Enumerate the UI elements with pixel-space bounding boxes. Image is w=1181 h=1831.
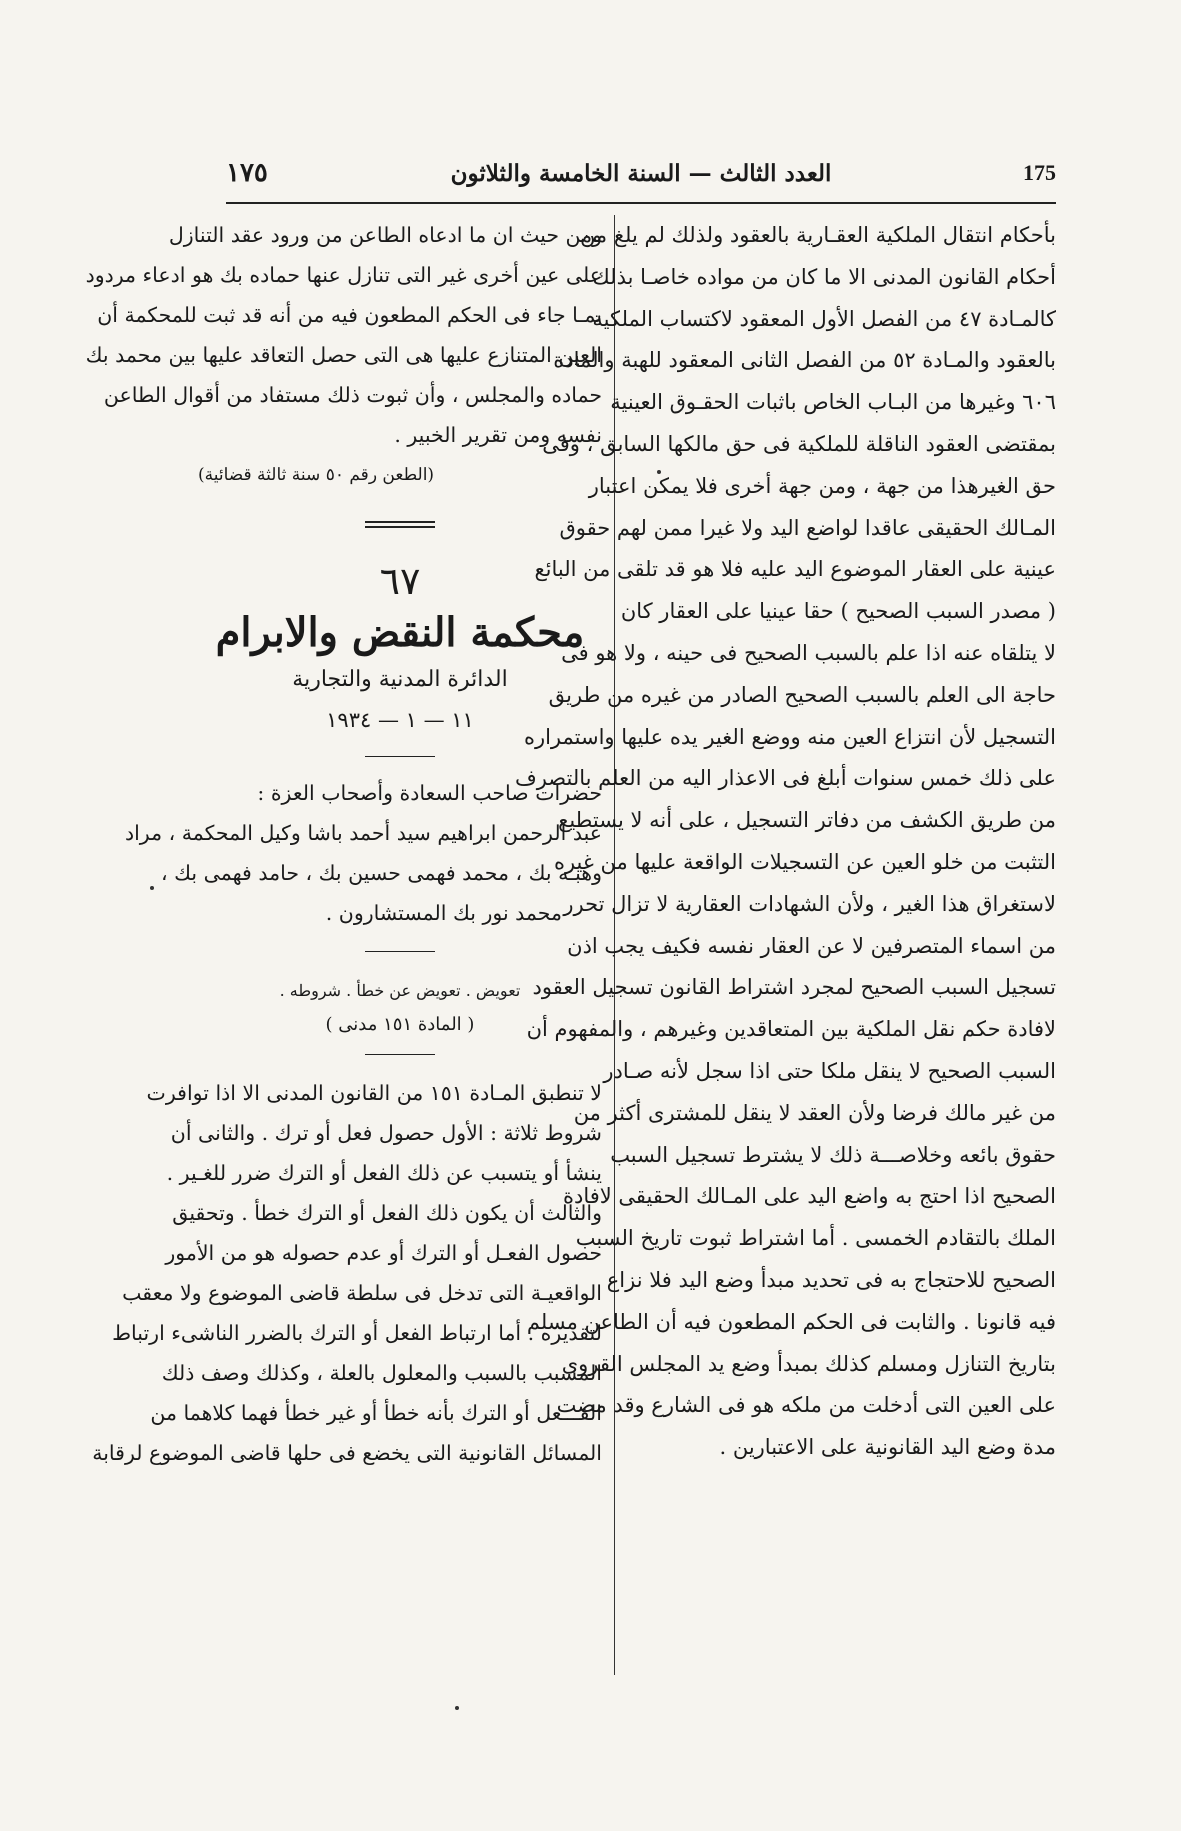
text-line: كالمـادة ٤٧ من الفصل الأول المعقود لاكتساب الملكية [592, 306, 1056, 331]
text-line: ( مصدر السبب الصحيح ) حقا عينيا على العقار كان [620, 599, 1056, 624]
text-line: السبب الصحيح لا ينقل ملكا حتى اذا سجل لأنه صـادر [603, 1058, 1056, 1083]
section-separator [365, 521, 435, 528]
page-header [226, 158, 1056, 198]
header-rule [226, 202, 1056, 204]
text-line: لافادة حكم نقل الملكية بين المتعاقدين وغيرهم ، والمفهوم أن [526, 1017, 1056, 1042]
text-line: على ذلك خمس سنوات أبلغ فى الاعذار اليه من العلم بالتصرف [514, 766, 1056, 791]
text-line: ومن حيث ان ما ادعاه الطاعن من ورود عقد التنازل [168, 223, 602, 247]
text-line: من غير مالك فرضا ولأن العقد لا ينقل للمشترى أكثر من [573, 1100, 1056, 1125]
text-line: لا يتلقاه عنه اذا علم بالسبب الصحيح فى حينه ، ولا هو فى [561, 640, 1056, 665]
left-column [85, 215, 602, 1715]
court-circuit: الدائرة المدنية والتجارية [292, 667, 508, 692]
right-column [514, 215, 1056, 1715]
bench-line: حضرات صاحب السعادة وأصحاب العزة : [257, 781, 602, 805]
case-date: ١١ — ١ — ١٩٣٤ [326, 708, 474, 732]
text-line: الصحيح اذا احتج به واضع اليد على المـالك الحقيقى لافادة [562, 1184, 1056, 1209]
ruling-topic: تعويض . تعويض عن خطأ . شروطه . [279, 981, 521, 1000]
text-line: التسجيل لأن انتزاع العين منه ووضع الغير يده عليها واستمراره [523, 724, 1056, 749]
section-separator [365, 1054, 435, 1055]
case-citation: (الطعن رقم ٥٠ سنة ثالثة قضائية) [198, 465, 435, 485]
text-line: من طريق الكشف من دفاتر التسجيل ، على أنه لا يستطيع [558, 808, 1056, 833]
text-line: بالعقود والمـادة ٥٢ من الفصل الثانى المعقود للهبة والمادة [553, 348, 1056, 373]
bench-line: عبد الرحمن ابراهيم سيد أحمد باشا وكيل المحكمة ، مراد [124, 821, 602, 845]
text-line: من اسماء المتصرفين لا عن العقار نفسه فكيف يجب اذن [567, 933, 1056, 958]
text-line: حاجة الى العلم بالسبب الصحيح الصادر من غيره من طريق [548, 682, 1056, 707]
page-number-latin: 175 [1023, 160, 1056, 185]
text-line: فيه قانونا . والثابت فى الحكم المطعون فيه أن الطاعن مسلم [526, 1309, 1056, 1334]
text-line: العين المتنازع عليها هى التى حصل التعاقد عليها بين محمد بك [85, 343, 602, 367]
text-line: التثبت من خلو العين عن التسجيلات الواقعة عليها من غيره [553, 849, 1056, 874]
ruling-line: ينشأ أو يتسبب عن ذلك الفعل أو الترك ضرر للغـير . [166, 1161, 602, 1185]
text-line: بمـا جاء فى الحكم المطعون فيه من أنه قد ثبت للمحكمة أن [97, 303, 602, 327]
text-line: حقوق بائعه وخلاصـــة ذلك لا يشترط تسجيل السبب [610, 1142, 1056, 1167]
section-separator [365, 951, 435, 952]
section-separator [365, 756, 435, 757]
text-line: مدة وضع اليد القانونية على الاعتبارين . [719, 1435, 1056, 1460]
bench-line: محمد نور بك المستشارون . [325, 901, 562, 925]
ruling-line: لا تنطبق المـادة ١٥١ من القانون المدنى الا اذا توافرت [146, 1081, 602, 1105]
text-line: لاستغراق هذا الغير ، ولأن الشهادات العقارية لا تزال تحرر [563, 891, 1056, 916]
ruling-line: لتقديره . أما ارتباط الفعل أو الترك بالضرر الناشىء ارتباط [112, 1321, 602, 1345]
ruling-line: المسائل القانونية التى يخضع فى حلها قاضى الموضوع لرقابة [92, 1441, 602, 1465]
scan-speck [150, 886, 154, 890]
page-number-arabic: ١٧٥ [226, 158, 268, 188]
text-line: حق الغيرهذا من جهة ، ومن جهة أخرى فلا يمكن اعتبار [588, 473, 1056, 498]
article-reference: ( المادة ١٥١ مدنى ) [325, 1014, 475, 1035]
ruling-line: شروط ثلاثة : الأول حصول فعل أو ترك . والثانى أن [170, 1121, 602, 1145]
text-line: تسجيل السبب الصحيح لمجرد اشتراط القانون تسجيل العقود [532, 975, 1056, 1000]
text-line: الملك بالتقادم الخمسى . أما اشتراط ثبوت تاريخ السبب [575, 1226, 1056, 1251]
ruling-line: حصول الفعـل أو الترك أو عدم حصوله هو من الأمور [165, 1241, 602, 1265]
text-line: ٦٠٦ وغيرها من البـاب الخاص باثبات الحقـوق العينية [610, 390, 1056, 415]
text-line: حماده والمجلس ، وأن ثبوت ذلك مستفاد من أقوال الطاعن [103, 383, 602, 407]
text-line: المـالك الحقيقى عاقدا لواضع اليد ولا غيرا ممن لهم حقوق [559, 515, 1056, 540]
scan-speck [657, 470, 661, 474]
ruling-line: والثالث أن يكون ذلك الفعل أو الترك خطأ . وتحقيق [172, 1201, 602, 1225]
court-name: محكمة النقض والابرام [215, 609, 585, 656]
ruling-line: المسبب بالسبب والمعلول بالعلة ، وكذلك وصف ذلك [161, 1361, 602, 1385]
scan-speck [455, 1706, 459, 1710]
text-line: عينية على العقار الموضوع اليد عليه فلا هو قد تلقى من البائع [534, 557, 1056, 582]
text-line: على العين التى أدخلت من ملكه هو فى الشارع وقد مضت [556, 1393, 1056, 1418]
text-line: بأحكام انتقال الملكية العقـارية بالعقود ولذلك لم يلغ من [579, 223, 1056, 247]
case-number: ٦٧ [379, 559, 421, 603]
text-line: بتاريخ التنازل ومسلم كذلك بمبدأ وضع يد المجلس القروى [561, 1351, 1056, 1376]
ruling-line: الفـــعل أو الترك بأنه خطأ أو غير خطأ فهما كلاهما من [150, 1401, 602, 1425]
text-line: الصحيح للاحتجاج به فى تحديد مبدأ وضع اليد فلا نزاع [606, 1267, 1056, 1292]
text-line: بمقتضى العقود الناقلة للملكية فى حق مالكها السابق ، وفى [542, 431, 1056, 456]
journal-issue-title: العدد الثالث — السنة الخامسة والثلاثون [450, 160, 832, 187]
text-line: نفسه ومن تقرير الخبير . [394, 423, 602, 447]
bench-line: وهبـه بك ، محمد فهمى حسين بك ، حامد فهمى بك ، [161, 861, 602, 885]
text-line: أحكام القانون المدنى الا ما كان من مواده خاصـا بذلك [592, 264, 1056, 289]
ruling-line: الواقعيـة التى تدخل فى سلطة قاضى الموضوع ولا معقب [122, 1281, 602, 1305]
text-line: على عين أخرى غير التى تنازل عنها حماده بك هو ادعاء مردود [85, 263, 602, 287]
